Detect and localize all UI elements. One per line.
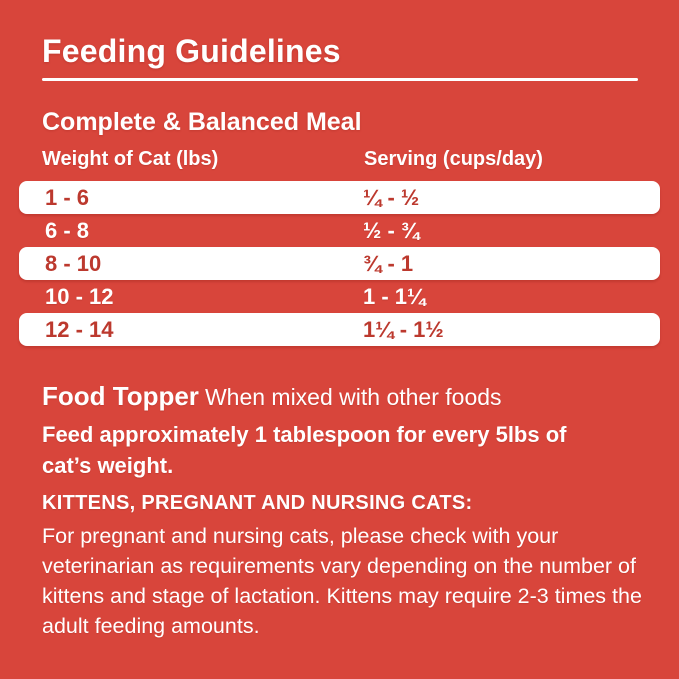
feeding-table	[0, 181, 679, 346]
serving-cell: ¼ - ½	[363, 184, 420, 210]
weight-cell: 6 - 8	[45, 217, 90, 243]
weight-cell: 10 - 12	[45, 283, 114, 309]
serving-cell: 1 - 1¼	[363, 283, 426, 309]
table-row	[0, 214, 679, 247]
food-topper-subheading: When mixed with other foods	[204, 384, 502, 410]
food-topper-line	[42, 381, 502, 412]
kittens-section-body: For pregnant and nursing cats, please check with your veterinarian as requirements vary depending on the number of kittens and stage of lactation. Kittens may require 2-3 times the adult feeding amounts.	[42, 524, 642, 638]
table-row	[19, 181, 660, 214]
serving-cell: ½ - ¾	[363, 217, 420, 243]
table-row	[19, 313, 660, 346]
column-header-serving: Serving (cups/day)	[364, 148, 543, 170]
weight-cell: 8 - 10	[45, 250, 102, 276]
food-topper-heading: Food Topper	[42, 381, 199, 411]
food-topper-instructions: Feed approximately 1 tablespoon for every 5lbs of cat’s weight.	[42, 422, 567, 478]
kittens-section-heading: KITTENS, PREGNANT AND NURSING CATS:	[42, 492, 473, 514]
title-underline	[42, 78, 638, 81]
table-row	[19, 247, 660, 280]
serving-cell: ¾ - 1	[363, 250, 414, 276]
table-row	[0, 280, 679, 313]
weight-cell: 12 - 14	[45, 316, 114, 342]
column-header-weight: Weight of Cat (lbs)	[42, 148, 219, 170]
serving-cell: 1¼ - 1½	[363, 316, 444, 342]
table-column-headers	[0, 148, 679, 172]
weight-cell: 1 - 6	[45, 184, 90, 210]
page-title: Feeding Guidelines	[42, 33, 341, 69]
meal-section-heading: Complete & Balanced Meal	[42, 108, 362, 136]
